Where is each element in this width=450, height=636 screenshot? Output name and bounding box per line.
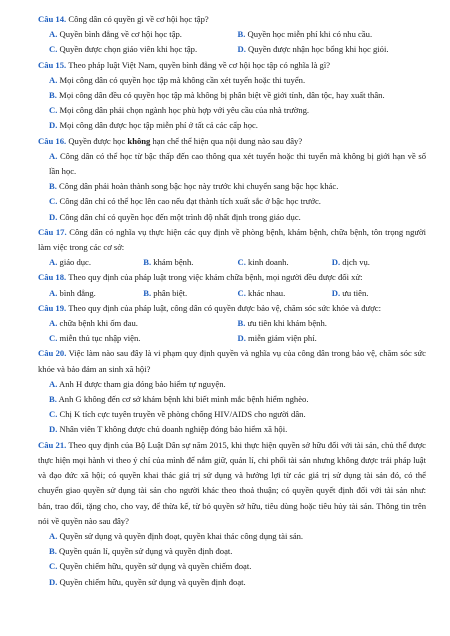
option-c[interactable]: C. khác nhau. [237,287,286,298]
question-label: Câu 15. [38,59,67,70]
option-b[interactable]: B. khám bệnh. [143,257,194,268]
question-text: Theo quy định của Bộ Luật Dân sự năm 2015, khi thực hiện quyền sở hữu đối với tài sản, chủ thể được thực hiện mọi hành vi theo ý chí của mình để nắm giữ, quản lí, chi phối tài sản nhưng không được trái pháp luật và đạo đức xã hội; có quyền khai thác giá trị sử dụng và hưởng lợi từ các giá trị sử dụng tài sản đó, có thể chuyển giao quyền sử dụng tài sản cho người khác theo thoả thuận; có quyền quyết định đối với tài sản như: bán, trao đổi, tặng cho, cho vay, để thừa kế, từ bỏ quyền sở hữu, tiêu dùng hoặc tiêu hủy tài sản. Thông tin trên nói về quyền nào sau đây? [38,439,426,526]
option-d[interactable]: D. Mọi công dân được học tập miễn phí ở tất cả các cấp học. [49,120,258,131]
option-a[interactable]: A. chữa bệnh khi ốm đau. [49,318,138,329]
question-label: Câu 20. [38,348,67,359]
option-c[interactable]: C. Quyền chiếm hữu, quyền sử dụng và quyền chiếm đoạt. [49,561,252,572]
question-label: Câu 18. [38,272,67,283]
question-label: Câu 21. [38,439,67,450]
question-18 [38,270,426,285]
options-17 [49,255,426,270]
option-b[interactable]: B. ưu tiên khi khám bệnh. [237,318,327,329]
question-text: Công dân có nghĩa vụ thực hiện các quy định về phòng bệnh, khám bệnh, chữa bệnh, tôn trọng người làm việc trong các cơ sở: [38,226,426,253]
option-d[interactable]: D. Công dân chỉ có quyền học đến một trình độ nhất định trong giáo dục. [49,211,301,222]
question-label: Câu 16. [38,135,67,146]
question-label: Câu 14. [38,14,67,24]
option-a[interactable]: A. giáo dục. [49,257,92,268]
options-14 [49,27,426,57]
question-text: Theo pháp luật Việt Nam, quyền bình đẳng về cơ hội học tập có nghĩa là gì? [68,59,331,70]
question-14 [38,12,426,27]
question-text: Việc làm nào sau đây là vi phạm quy định quyền và nghĩa vụ của công dân trong bảo vệ, chăm sóc sức khỏe và bảo đảm an sinh xã hội? [38,348,426,374]
option-b[interactable]: B. Quyền học miễn phí khi có nhu cầu. [237,29,373,40]
options-18 [49,286,426,301]
question-20 [38,346,426,376]
option-b[interactable]: B. Công dân phải hoàn thành song bậc học này trước khi chuyển sang bậc học khác. [49,181,339,192]
option-c[interactable]: C. Công dân chỉ có thể học lên cao nếu đạt thành tích xuất sắc ở bậc học trước. [49,196,321,207]
option-a[interactable]: A. Quyền sử dụng và quyền định đoạt, quyền khai thác công dụng tài sản. [49,530,304,541]
question-text: Theo quy định của pháp luật trong việc khám chữa bệnh, mọi người đều được đối xử: [68,272,363,283]
emphasis-text: không [127,135,151,146]
question-15 [38,58,426,73]
option-c[interactable]: C. Quyền được chọn giáo viên khi học tập. [49,44,198,55]
option-d[interactable]: D. Nhân viên T không được chủ doanh nghiệp đóng bảo hiểm xã hội. [49,424,288,435]
question-label: Câu 19. [38,302,67,313]
options-19 [49,316,426,346]
question-19 [38,301,426,316]
option-c[interactable]: C. Mọi công dân phải chọn ngành học phù hợp với yêu cầu của nhà trường. [49,105,310,116]
option-b[interactable]: B. phân biệt. [143,287,188,298]
option-b[interactable]: B. Anh G không đến cơ sở khám bệnh khi biết mình mắc bệnh hiểm nghèo. [49,394,309,405]
option-d[interactable]: D. Quyền được nhận học bổng khi học giỏi. [237,44,389,55]
option-d[interactable]: D. dịch vụ. [331,257,370,268]
option-d[interactable]: D. miễn giảm viện phí. [237,333,317,344]
option-a[interactable]: A. bình đẳng. [49,287,96,298]
option-d[interactable]: D. ưu tiên. [331,287,369,298]
option-b[interactable]: B. Mọi công dân đều có quyền học tập mà không bị phân biệt về giới tính, dân tộc, hay xuất thân. [49,90,385,101]
question-21 [38,438,426,529]
question-label: Câu 17. [38,226,67,237]
option-a[interactable]: A. Mọi công dân có quyền học tập mà không cần xét tuyển hoặc thi tuyển. [49,74,306,85]
question-16: Câu 16. Quyền được học không hạn chế thể hiện qua nội dung nào sau đây? [38,135,303,146]
question-17 [38,225,426,255]
option-c[interactable]: C. kinh doanh. [237,257,289,268]
question-text: Công dân có quyền gì về cơ hội học tập? [68,14,209,24]
option-c[interactable]: C. miễn thủ tục nhập viện. [49,333,141,344]
option-d[interactable]: D. Quyền chiếm hữu, quyền sử dụng và quyền định đoạt. [49,576,246,587]
option-a[interactable]: A. Công dân có thể học từ bậc thấp đến cao thông qua xét tuyển hoặc thi tuyển mà không bị giới hạn về số lần học. [49,150,426,177]
question-text: Theo quy định của pháp luật, công dân có quyền được bảo vệ, chăm sóc sức khỏe và được: [68,302,381,313]
option-c[interactable]: C. Chị K tích cực tuyên truyền về phòng chống HIV/AIDS cho người dân. [49,409,306,420]
option-b[interactable]: B. Quyền quản lí, quyền sử dụng và quyền định đoạt. [49,546,233,557]
option-a[interactable]: A. Quyền bình đẳng về cơ hội học tập. [49,29,182,40]
option-a[interactable]: A. Anh H được tham gia đóng bảo hiểm tự nguyện. [49,378,226,389]
